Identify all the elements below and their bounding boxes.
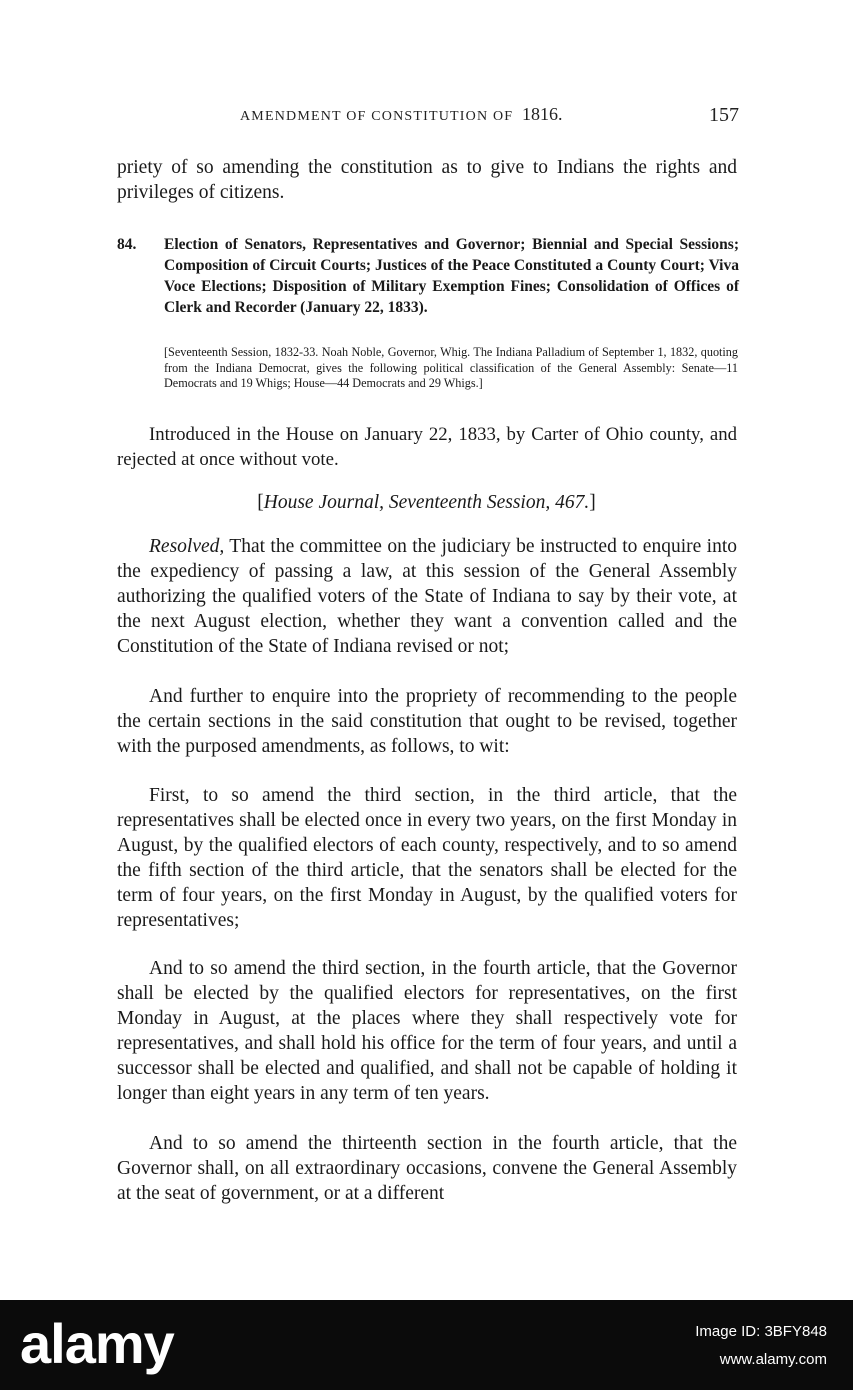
editorial-note: [Seventeenth Session, 1832-33. Noah Noble, Governor, Whig. The Indiana Palladium of September 1, 1832, quoting from the Indiana Democrat, gives the following political classification of the General Assembly: Senate—11 Democrats and 19 Whigs; House—44 Democrats and 29 Whigs.] [164, 345, 738, 390]
running-title: AMENDMENT OF CONSTITUTION OF [240, 109, 514, 124]
citation-open-bracket: [ [257, 492, 264, 513]
resolution-paragraph-2: And further to enquire into the propriety of recommending to the people the certain sections in the said constitution that ought to be revised, together with the purposed amendments, as follows, to wit: [117, 686, 737, 757]
running-year: 1816. [522, 104, 563, 124]
journal-citation [0, 492, 853, 514]
section-title: Election of Senators, Representatives and Governor; Biennial and Special Sessions; Composition of Circuit Courts; Justices of the Peace Constituted a County Court; Viva Voce Elections; Disposition of Military Exemption Fines; Consolidation of Offices of Clerk and Recorder (January 22, 1833). [164, 236, 739, 316]
resolution-paragraph-5: And to so amend the thirteenth section in the fourth article, that the Governor shall, on all extraordinary occasions, convene the General Assembly at the seat of government, or at a different [117, 1133, 737, 1204]
resolved-label: Resolved, [149, 536, 225, 557]
section-heading [117, 234, 739, 318]
introduced-paragraph: Introduced in the House on January 22, 1833, by Carter of Ohio county, and rejected at once without vote. [117, 424, 737, 470]
image-id-block [695, 1318, 827, 1374]
citation-close-bracket: ] [589, 492, 596, 513]
page-number: 157 [709, 104, 739, 126]
intro-paragraph: priety of so amending the constitution as to give to Indians the rights and privileges of citizens. [117, 157, 737, 203]
resolution-paragraph-1 [117, 534, 737, 659]
section-number: 84. [117, 236, 137, 253]
resolution-text-1: That the committee on the judiciary be instructed to enquire into the expediency of passing a law, at this session of the General Assembly authorizing the qualified voters of the State of Indiana to say by their vote, at the next August election, whether they want a convention called and the Constitution of the State of Indiana revised or not; [117, 536, 737, 657]
image-id: Image ID: 3BFY848 [695, 1323, 827, 1340]
watermark-footer [0, 1300, 853, 1390]
alamy-logo: alamy [20, 1312, 174, 1375]
citation-text: House Journal, Seventeenth Session, 467. [263, 492, 590, 513]
running-header [240, 104, 740, 125]
site-url: www.alamy.com [719, 1351, 827, 1368]
resolution-paragraph-4: And to so amend the third section, in the fourth article, that the Governor shall be elected by the qualified electors for representatives, on the first Monday in August, at the places where they shall respectively vote for representatives, and shall hold his office for the term of four years, and until a successor shall be elected and qualified, and shall not be capable of holding it longer than eight years in any term of ten years. [117, 958, 737, 1104]
resolution-paragraph-3: First, to so amend the third section, in the third article, that the representatives shall be elected once in every two years, on the first Monday in August, by the qualified electors of each county, respectively, and to so amend the fifth section of the third article, that the senators shall be elected for the term of four years, on the first Monday in August, by the qualified voters for representatives; [117, 785, 737, 931]
